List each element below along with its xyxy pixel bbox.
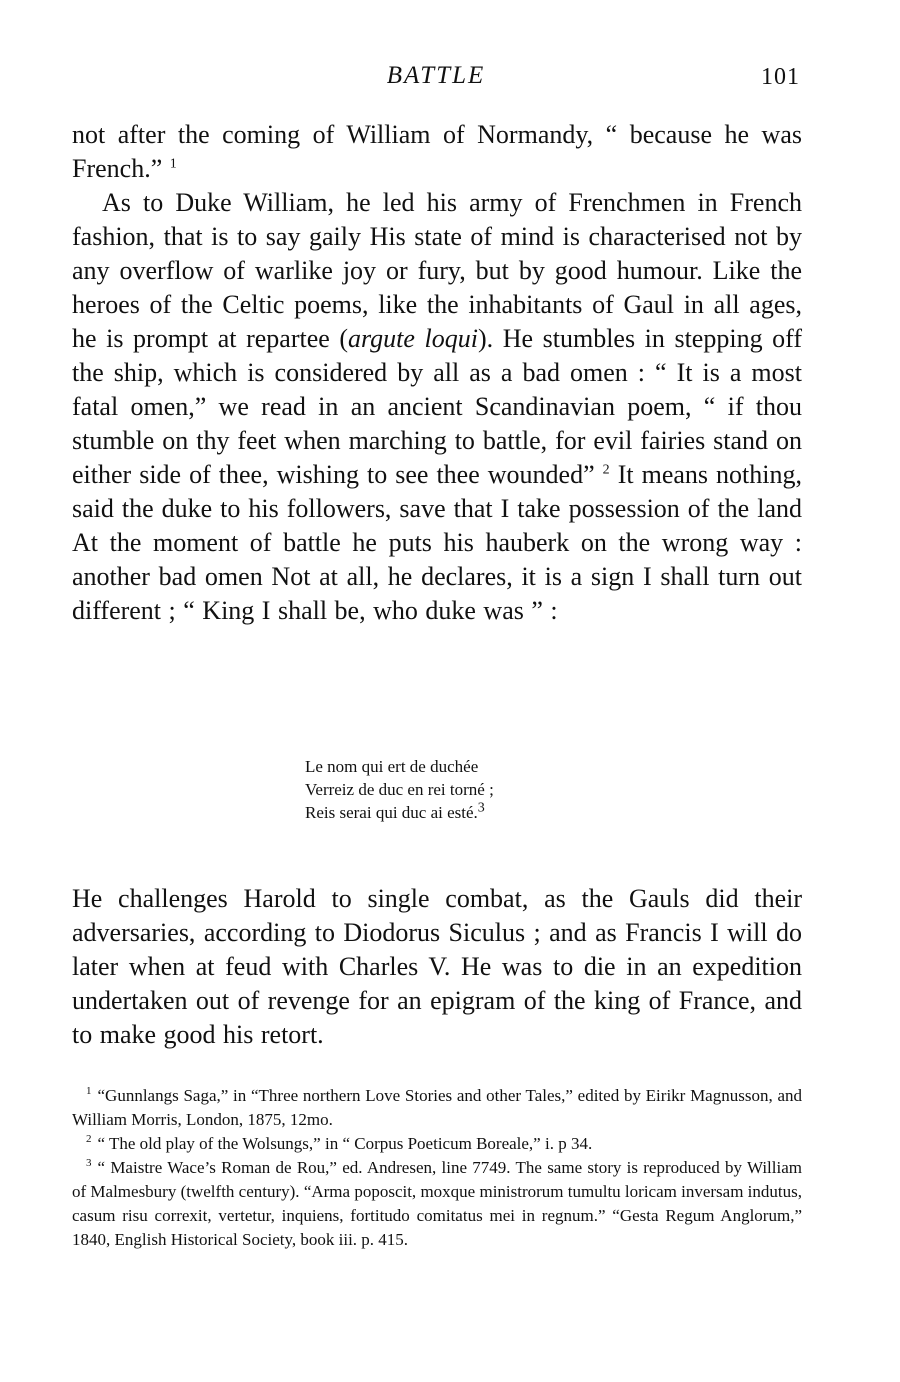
paragraph-2-text-b: ). He stumbles in stepping off the ship, which is considered by all as a bad omen : “ It is a most fatal omen,” we read in an ancient Scandinavian poem, “ if thou stumble on thy feet when marching to battle, for evil fairies stand on either side of thee, wishing to see thee wounded” [72,324,802,489]
paragraph-1 [72,118,802,186]
footnote-ref-2: 2 [602,462,610,478]
page-number: 101 [761,64,800,90]
footnote-ref-1: 1 [169,156,177,172]
footnote-mark-3: 3 [86,1157,92,1170]
paragraph-2-text-c: It means nothing, said the duke to his followers, save that I take possession of the land At the moment of battle he puts his hauberk on the wrong way : another bad omen Not at all, he declares, it is a sign I shall turn out different ; “ King I shall be, who duke was ” : [72,460,802,625]
footnote-mark-1: 1 [86,1085,92,1098]
paragraph-1-text: not after the coming of William of Normandy, “ because he was French.” [72,120,802,183]
footnote-1 [72,1084,802,1132]
running-title: BATTLE [386,62,486,89]
verse-line-1: Le nom qui ert de duchée [305,757,479,776]
paragraph-2 [72,186,802,628]
footnotes [72,1084,802,1252]
verse-quote [305,755,725,824]
footnote-3 [72,1156,802,1252]
footnote-text-1: “Gunnlangs Saga,” in “Three northern Love Stories and other Tales,” edited by Eirikr Magnusson, and William Morris, London, 1875, 12mo. [72,1086,802,1129]
paragraph-3: He challenges Harold to single combat, as the Gauls did their adversaries, according to Diodorus Siculus ; and as Francis I will do later when at feud with Charles V. He was to die in an expedition undertaken out of revenge for an epigram of the king of France, and to make good his retort. [72,884,802,1049]
verse-line-3-text: Reis serai qui duc ai esté. [305,803,478,822]
paragraph-2-text-a: As to Duke William, he led his army of Frenchmen in French fashion, that is to say gaily His state of mind is characterised not by any overflow of warlike joy or fury, but by good humour. Like the heroes of the Celtic poems, like the inhabitants of Gaul in all ages, he is prompt at repartee ( [72,188,802,353]
verse-line-3 [305,801,725,824]
footnote-text-3: “ Maistre Wace’s Roman de Rou,” ed. Andresen, line 7749. The same story is reproduced by William of Malmesbury (twelfth century). “Arma poposcit, moxque ministrorum tumultu loricam inversam indutus, casum risu correxit, vertetur, inquiens, fortitudo comitatus mei in regnum.” “Gesta Regum Anglorum,” 1840, English Historical Society, book iii. p. 415. [72,1158,802,1249]
body-text [72,118,802,628]
latin-phrase: argute loqui [348,324,478,353]
footnote-2 [72,1132,802,1156]
page-header [72,62,800,98]
body-text-continued [72,856,802,1078]
verse-line-2: Verreiz de duc en rei torné ; [305,780,494,799]
footnote-mark-2: 2 [86,1133,92,1146]
footnote-text-2: “ The old play of the Wolsungs,” in “ Corpus Poeticum Boreale,” i. p 34. [97,1134,593,1153]
footnote-ref-3: 3 [477,800,485,816]
